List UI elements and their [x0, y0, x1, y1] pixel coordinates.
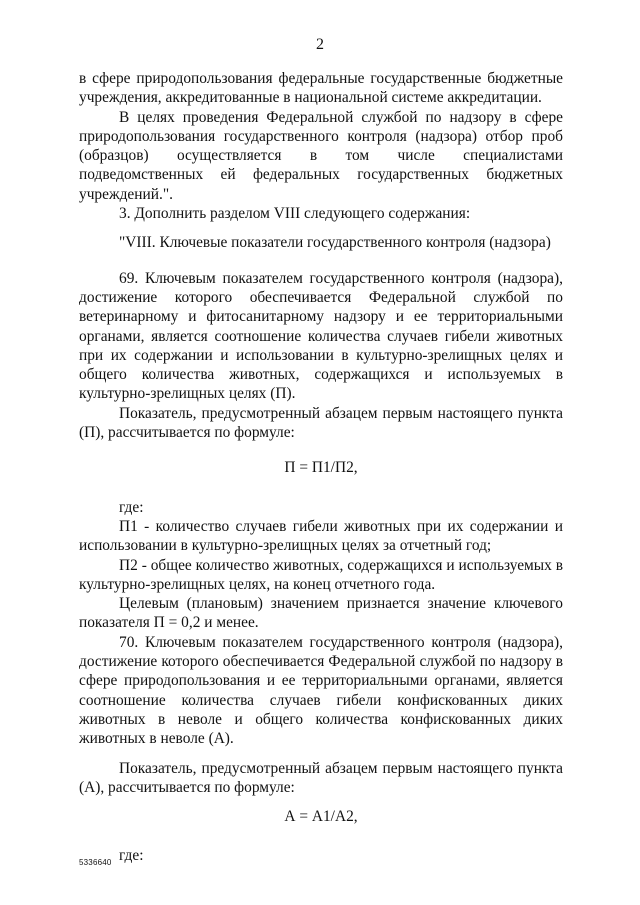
where-label-2: где: [119, 847, 144, 865]
paragraph-70-indicator: Показатель, предусмотренный абзацем первым настоящего пункта (А), рассчитывается по формуле: [79, 759, 563, 796]
paragraph-continuation: в сфере природопользования федеральные государственные бюджетные учреждения, аккредитованные в национальной системе аккредитации. [79, 70, 563, 107]
paragraph-69: 69. Ключевым показателем государственного контроля (надзора), достижение которого обеспечивается Федеральной службой по ветеринарному и фитосанитарному надзору и ее территориальными органами, является соотношение количества случаев гибели животных при их содержании и использовании в культурно-зрелищных целях и общего количества животных, содержащихся и используемых в культурно-зрелищных целях (П). [79, 269, 563, 403]
page-number: 2 [316, 36, 324, 53]
paragraph-sampling: В целях проведения Федеральной службой по надзору в сфере природопользования государственного контроля (надзора) отбор проб (образцов) осуществляется в том числе специалистами подведомственных ей федеральных государственных бюджетных учреждений.". [79, 108, 563, 203]
paragraph-69-indicator: Показатель, предусмотренный абзацем первым настоящего пункта (П), рассчитывается по формуле: [79, 404, 563, 442]
target-value: Целевым (плановым) значением признается значение ключевого показателя П = 0,2 и менее. [79, 595, 563, 632]
definition-p2: П2 - общее количество животных, содержащихся и используемых в культурно-зрелищных целях, на конец отчетного года. [79, 556, 563, 593]
document-body [79, 69, 563, 866]
paragraph-70: 70. Ключевым показателем государственного контроля (надзора), достижение которого обеспечивается Федеральной службой по надзору в сфере природопользования и ее территориальными органами, является соотношение количества случаев гибели конфискованных диких животных в неволе и общего количества конфискованных диких животных в неволе (А). [79, 633, 563, 748]
definition-p1: П1 - количество случаев гибели животных при их содержании и использовании в культурно-зрелищных целях за отчетный год; [79, 517, 563, 555]
formula-p: П = П1/П2, [284, 459, 358, 477]
formula-a: А = А1/А2, [284, 808, 358, 826]
where-label-1: где: [119, 498, 144, 516]
document-code: 5336640 [79, 858, 112, 867]
section-title: "VIII. Ключевые показатели государственного контроля (надзора) [119, 234, 551, 252]
paragraph-amendment-3: 3. Дополнить разделом VIII следующего содержания: [119, 205, 471, 223]
